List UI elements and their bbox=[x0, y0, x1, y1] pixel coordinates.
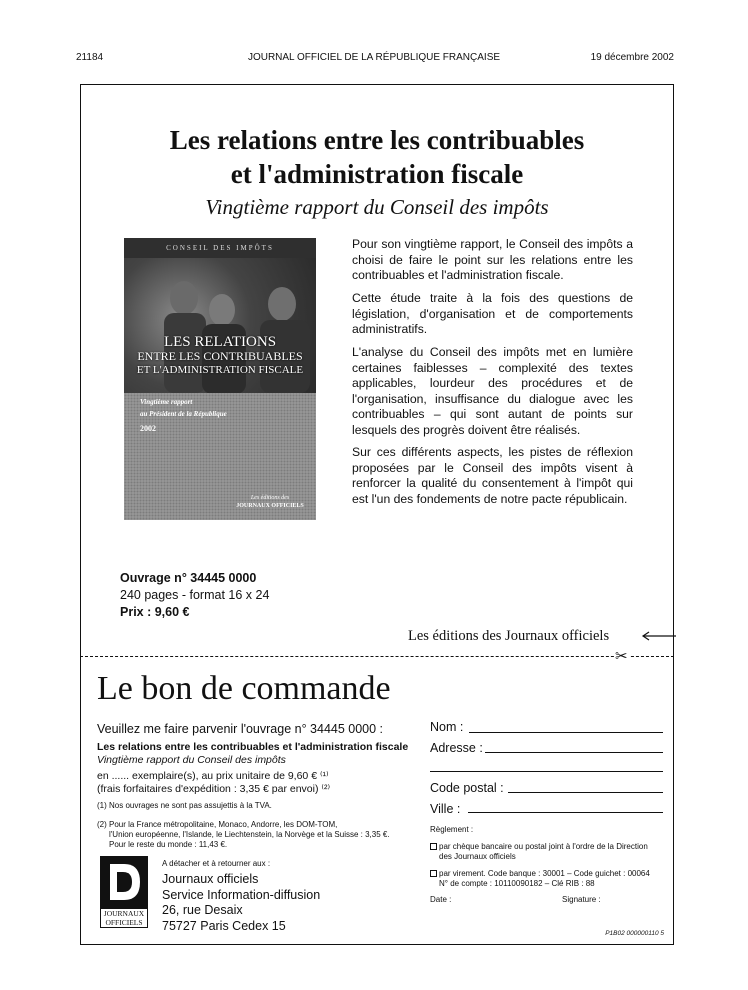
paragraph-4: Sur ces différents aspects, les pistes de réflexion proposées par le Conseil des impôts visent à renforcer la qualité du consentement à l'impôt qui est l'un des fondements de notre pacte républicain. bbox=[352, 445, 633, 506]
code-postal-field[interactable] bbox=[508, 792, 663, 793]
address-line-4: 75727 Paris Cedex 15 bbox=[162, 918, 286, 933]
page-number: 21184 bbox=[76, 52, 104, 63]
pay1-l2: des Journaux officiels bbox=[439, 852, 516, 861]
paragraph-3: L'analyse du Conseil des impôts met en lumière certaines faiblesses – complexité des textes applicables, lourdeur des procédures et de l'organisation, insuffisance du dialogue avec les contribuables – qui sont autant de points sur lesquels des progrès doivent être réalisés. bbox=[352, 345, 633, 437]
jo-logo-mark bbox=[100, 856, 148, 908]
return-address bbox=[162, 872, 320, 934]
pay2-l1: par virement. Code banque : 30001 – Code guichet : 00064 bbox=[439, 869, 650, 878]
pay2-l2: N° de compte : 10110090182 – Clé RIB : 88 bbox=[439, 879, 595, 888]
editions-label: Les éditions des Journaux officiels bbox=[408, 628, 610, 644]
arrow-left-icon bbox=[640, 630, 676, 642]
adresse-field-2[interactable] bbox=[430, 771, 663, 772]
cheque-checkbox[interactable] bbox=[430, 843, 437, 850]
cover-year: 2002 bbox=[140, 424, 156, 433]
logo-text-l2: OFFICIELS bbox=[105, 918, 143, 927]
ad-title-line1: Les relations entre les contribuables bbox=[169, 125, 585, 155]
cover-pub-l1: Les éditions des bbox=[250, 495, 290, 501]
order-book-title: Les relations entre les contribuables et l'administration fiscale bbox=[97, 741, 409, 753]
nom-field[interactable] bbox=[469, 732, 663, 733]
code-postal-label: Code postal : bbox=[430, 781, 504, 795]
journaux-officiels-logo bbox=[100, 856, 148, 928]
order-shipping-line: (frais forfaitaires d'expédition : 3,35 € par envoi) ⁽²⁾ bbox=[97, 783, 331, 795]
pages-format: 240 pages - format 16 x 24 bbox=[120, 588, 270, 602]
cover-title-l3: ET L'ADMINISTRATION FISCALE bbox=[136, 364, 304, 376]
cut-line bbox=[80, 656, 674, 657]
footnote-2-l1: (2) Pour la France métropolitaine, Monaco, Andorre, les DOM-TOM, bbox=[97, 820, 338, 829]
price: Prix : 9,60 € bbox=[120, 605, 190, 619]
payment-option-cheque[interactable] bbox=[430, 842, 670, 862]
ad-title-line2: et l'administration fiscale bbox=[230, 159, 524, 189]
ad-subtitle: Vingtième rapport du Conseil des impôts bbox=[205, 195, 549, 219]
payment-option-virement[interactable] bbox=[430, 869, 670, 889]
reglement-label: Règlement : bbox=[430, 825, 474, 834]
scissors-icon: ✂ bbox=[615, 648, 628, 665]
cover-title-l2: ENTRE LES CONTRIBUABLES bbox=[137, 349, 303, 363]
virement-checkbox[interactable] bbox=[430, 870, 437, 877]
paragraph-2: Cette étude traite à la fois des questions de législation, d'organisation et de comportements administratifs. bbox=[352, 291, 633, 336]
date-label: Date : bbox=[430, 895, 452, 904]
paragraph-1: Pour son vingtième rapport, le Conseil des impôts a choisi de faire le point sur les relations entre les contribuables et l'administration fiscale. bbox=[352, 237, 633, 282]
ville-label: Ville : bbox=[430, 802, 461, 816]
cover-subtitle bbox=[140, 396, 290, 420]
cover-title-l1: LES RELATIONS bbox=[163, 334, 277, 350]
address-line-2: Service Information-diffusion bbox=[162, 887, 321, 902]
address-line-3: 26, rue Desaix bbox=[162, 903, 243, 917]
cover-pub-l2: JOURNAUX OFFICIELS bbox=[236, 503, 304, 509]
footnote-2-l2: l'Union européenne, l'Islande, le Liechtenstein, la Norvège et la Suisse : 3,35 €. bbox=[109, 830, 390, 839]
cover-band: CONSEIL DES IMPÔTS bbox=[124, 238, 316, 258]
adresse-label: Adresse : bbox=[430, 741, 483, 755]
order-book-subtitle: Vingtième rapport du Conseil des impôts bbox=[97, 754, 286, 766]
journal-title: JOURNAL OFFICIEL DE LA RÉPUBLIQUE FRANÇAISE bbox=[247, 52, 501, 63]
adresse-field[interactable] bbox=[485, 752, 663, 753]
jo-logo-text bbox=[100, 908, 148, 928]
address-line-1: Journaux officiels bbox=[162, 872, 259, 886]
ville-field[interactable] bbox=[468, 812, 663, 813]
cover-publisher bbox=[232, 494, 308, 510]
order-request: Veuillez me faire parvenir l'ouvrage n° 34445 0000 : bbox=[97, 722, 384, 736]
cover-title bbox=[128, 335, 312, 377]
ouvrage-number: Ouvrage n° 34445 0000 bbox=[120, 571, 257, 585]
footnote-2-l3: Pour le reste du monde : 11,43 €. bbox=[109, 840, 228, 849]
nom-label: Nom : bbox=[430, 720, 464, 734]
reference-code: P1B02 000000110 5 bbox=[605, 930, 664, 937]
cover-sub-l2: au Président de la République bbox=[140, 410, 227, 418]
footnote-2 bbox=[97, 820, 390, 850]
page-date: 19 décembre 2002 bbox=[590, 52, 674, 63]
pay1-l1: par chèque bancaire ou postal joint à l'ordre de la Direction bbox=[439, 842, 648, 851]
cover-sub-l1: Vingtième rapport bbox=[140, 398, 193, 406]
order-title: Le bon de commande bbox=[97, 670, 391, 707]
footnote-1: (1) Nos ouvrages ne sont pas assujettis à la TVA. bbox=[97, 801, 272, 810]
signature-label: Signature : bbox=[562, 895, 601, 904]
book-cover bbox=[124, 238, 316, 520]
logo-text-l1: JOURNAUX bbox=[103, 909, 145, 918]
return-label: A détacher et à retourner aux : bbox=[162, 859, 271, 868]
order-quantity-line: en ...... exemplaire(s), au prix unitaire de 9,60 € ⁽¹⁾ bbox=[97, 770, 329, 782]
